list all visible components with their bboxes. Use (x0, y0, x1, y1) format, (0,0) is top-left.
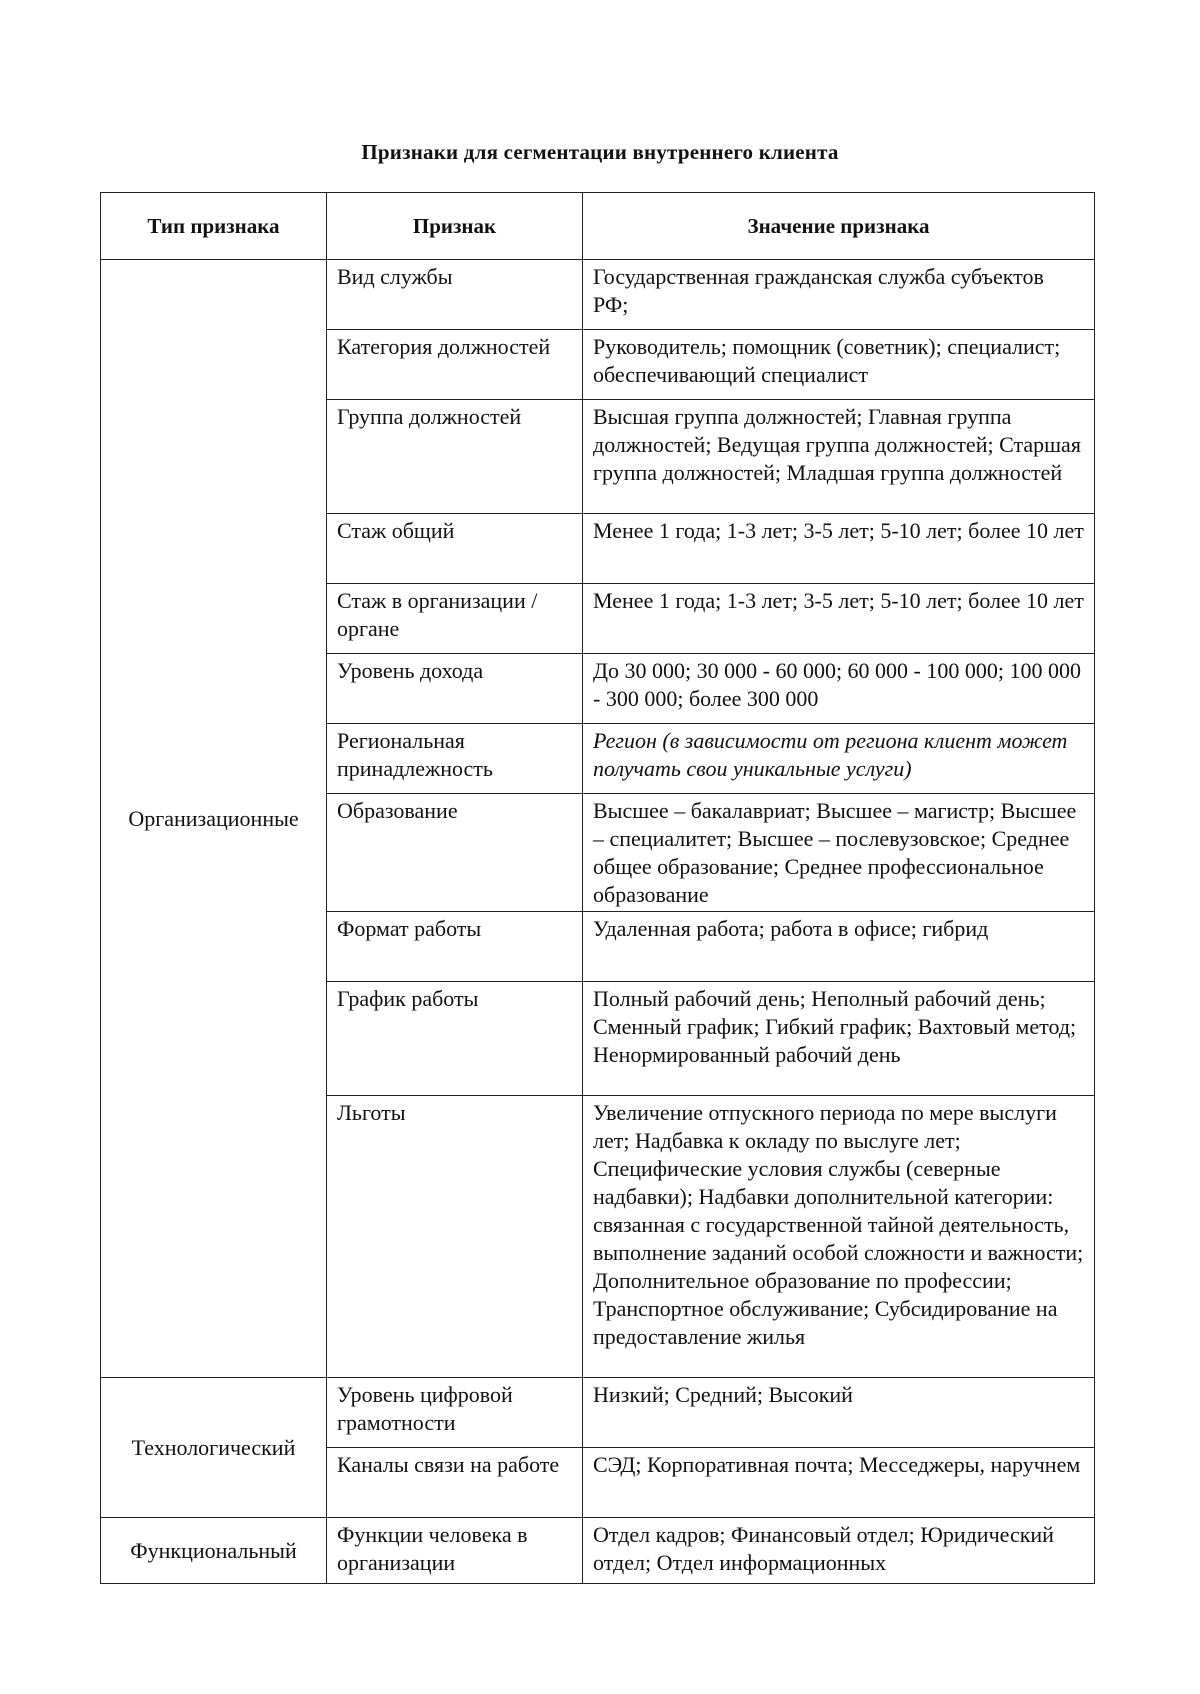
value-cell: Удаленная работа; работа в офисе; гибрид (583, 912, 1095, 982)
value-cell: Отдел кадров; Финансовый отдел; Юридический отдел; Отдел информационных (583, 1518, 1095, 1584)
table-row (101, 1518, 1095, 1584)
header-type: Тип признака (101, 193, 327, 260)
value-cell: Государственная гражданская служба субъектов РФ; (583, 260, 1095, 330)
feature-cell: Категория должностей (327, 330, 583, 400)
table-body (101, 260, 1095, 1584)
feature-cell: Вид службы (327, 260, 583, 330)
feature-cell: Региональная принадлежность (327, 724, 583, 794)
type-cell: Технологический (101, 1378, 327, 1518)
segmentation-table (100, 192, 1095, 1584)
header-feature: Признак (327, 193, 583, 260)
table-row (101, 260, 1095, 330)
feature-cell: График работы (327, 982, 583, 1096)
feature-cell: Формат работы (327, 912, 583, 982)
value-cell: До 30 000; 30 000 - 60 000; 60 000 - 100 000; 100 000 - 300 000; более 300 000 (583, 654, 1095, 724)
feature-cell: Каналы связи на работе (327, 1448, 583, 1518)
feature-cell: Стаж в организации / органе (327, 584, 583, 654)
value-cell: Руководитель; помощник (советник); специалист; обеспечивающий специалист (583, 330, 1095, 400)
value-cell: Менее 1 года; 1-3 лет; 3-5 лет; 5-10 лет; более 10 лет (583, 514, 1095, 584)
table-header-row (101, 193, 1095, 260)
feature-cell: Уровень цифровой грамотности (327, 1378, 583, 1448)
value-cell: Менее 1 года; 1-3 лет; 3-5 лет; 5-10 лет; более 10 лет (583, 584, 1095, 654)
feature-cell: Образование (327, 794, 583, 912)
value-cell: Регион (в зависимости от региона клиент может получать свои уникальные услуги) (583, 724, 1095, 794)
value-cell: СЭД; Корпоративная почта; Месседжеры, наручнем (583, 1448, 1095, 1518)
document-title: Признаки для сегментации внутреннего клиента (361, 140, 839, 164)
header-value: Значение признака (583, 193, 1095, 260)
feature-cell: Группа должностей (327, 400, 583, 514)
feature-cell: Льготы (327, 1096, 583, 1378)
type-cell: Организационные (101, 260, 327, 1378)
value-cell: Высшая группа должностей; Главная группа должностей; Ведущая группа должностей; Старшая группа должностей; Младшая группа должностей (583, 400, 1095, 514)
value-cell: Полный рабочий день; Неполный рабочий день; Сменный график; Гибкий график; Вахтовый метод; Ненормированный рабочий день (583, 982, 1095, 1096)
feature-cell: Функции человека в организации (327, 1518, 583, 1584)
table-row (101, 1378, 1095, 1448)
value-cell: Высшее – бакалавриат; Высшее – магистр; Высшее – специалитет; Высшее – послевузовское; Среднее общее образование; Среднее профессиональное образование (583, 794, 1095, 912)
feature-cell: Уровень дохода (327, 654, 583, 724)
type-cell: Функциональный (101, 1518, 327, 1584)
value-cell: Низкий; Средний; Высокий (583, 1378, 1095, 1448)
feature-cell: Стаж общий (327, 514, 583, 584)
value-cell: Увеличение отпускного периода по мере выслуги лет; Надбавка к окладу по выслуге лет; Специфические условия службы (северные надбавки); Надбавки дополнительной категории: связанная с государственной тайной деятельность, выполнение заданий особой сложности и важности; Дополнительное образование по профессии; Транспортное обслуживание; Субсидирование на предоставление жилья (583, 1096, 1095, 1378)
